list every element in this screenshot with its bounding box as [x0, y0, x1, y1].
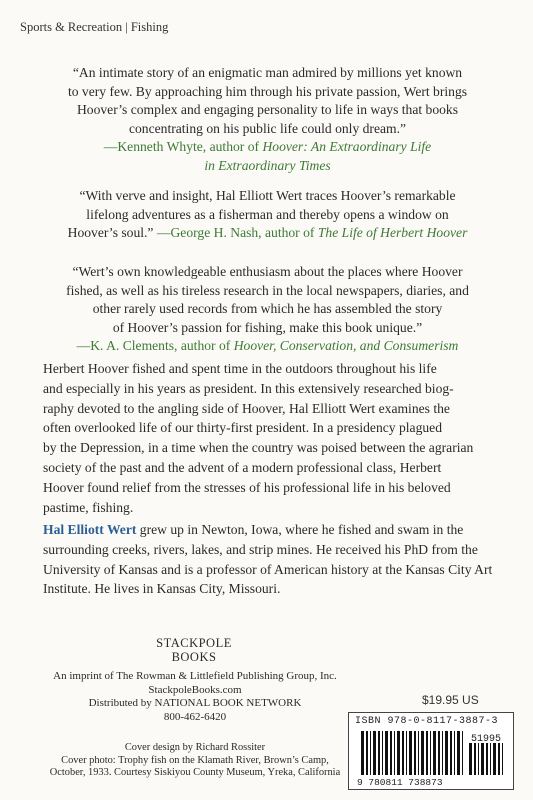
barcode-bar — [498, 743, 500, 775]
price-code-text: 51995 — [471, 734, 502, 745]
imprint-line: An imprint of The Rowman & Littlefield Publishing Group, Inc. — [53, 670, 337, 682]
publisher-logo — [136, 636, 252, 664]
price-addon-bars — [469, 743, 503, 775]
barcode-bar — [438, 731, 440, 775]
attribution-prefix: —K. A. Clements, author of — [76, 338, 234, 353]
barcode-bar — [442, 731, 443, 775]
quote-line-with-attribution — [40, 224, 495, 243]
praise-quote-clements — [40, 263, 495, 356]
author-bio — [43, 520, 493, 599]
logo-line: BOOKS — [171, 650, 217, 664]
barcode-bar — [493, 743, 496, 775]
price-label: $19.95 US — [422, 693, 479, 707]
barcode-bar — [426, 731, 428, 775]
barcode-bar — [469, 743, 472, 775]
attribution-prefix: —George H. Nash, author of — [153, 225, 318, 240]
credit-line: October, 1933. Courtesy Siskiyou County Museum, Yreka, California — [49, 767, 341, 779]
quote-line: of Hoover’s passion for fishing, make this book unique.” — [112, 319, 423, 335]
barcode-bar — [402, 731, 404, 775]
ean-digits-text: 9 780811 738873 — [357, 777, 443, 787]
author-bio-text: grew up in Newton, Iowa, where he fished and swam in the surrounding creeks, rivers, lakes, and strip mines. He received his PhD from the University of Kansas and is a professor of American history at the Kansas City Art Institute. He lives in Kansas City, Missouri. — [43, 522, 493, 597]
publisher-phone: 800-462-6420 — [163, 710, 227, 723]
barcode-bar — [385, 731, 388, 775]
cover-credits — [10, 742, 380, 780]
barcode-bar — [478, 743, 479, 775]
quote-line: fished, as well as his tireless research in the local newspapers, diaries, and — [66, 282, 469, 298]
logo-line: STACKPOLE — [156, 636, 232, 650]
barcode-bar — [474, 743, 476, 775]
barcode-bar — [486, 743, 488, 775]
distributor-line: Distributed by NATIONAL BOOK NETWORK — [88, 697, 302, 709]
book-description — [43, 359, 493, 517]
barcode-bar — [481, 743, 484, 775]
author-name: Hal Elliott Wert — [43, 522, 137, 537]
barcode-bar — [390, 731, 392, 775]
quote-line: to very few. By approaching him through his private passion, Wert brings — [67, 83, 468, 99]
barcode-bar — [457, 731, 460, 775]
barcode-bar — [445, 731, 448, 775]
description-line: pastime, fishing. — [43, 499, 134, 515]
barcode-bar — [382, 731, 383, 775]
book-title: The Life of Herbert Hoover — [317, 225, 468, 240]
quote-attribution-cont — [40, 157, 495, 176]
description-line: Herbert Hoover fished and spent time in the outdoors throughout his life — [43, 361, 437, 376]
description-line: by the Depression, in a time when the country was poised between the agrarian — [43, 440, 474, 456]
barcode-bar — [409, 731, 412, 775]
quote-line: Hoover’s complex and engaging personality to life in ways that books — [76, 102, 459, 117]
isbn-text: ISBN 978-0-8117-3887-3 — [355, 716, 499, 727]
description-line: often overlooked life of our thirty-first president. In a presidency plagued — [43, 420, 442, 436]
description-line: and especially in his years as president. In this extensively researched biog- — [43, 380, 454, 396]
barcode-bar — [450, 731, 452, 775]
book-category: Sports & Recreation | Fishing — [20, 20, 169, 34]
publisher-info — [10, 670, 380, 724]
barcode-bar — [454, 731, 455, 775]
barcode-bar — [502, 743, 503, 775]
barcode-bar — [462, 731, 463, 775]
credit-line: Cover photo: Trophy fish on the Klamath River, Brown’s Camp, — [61, 754, 329, 766]
quote-line: other rarely used records from which he has assembled the story — [92, 301, 443, 316]
quote-line: “An intimate story of an enigmatic man admired by millions yet known — [72, 65, 463, 80]
description-line: raphy devoted to the angling side of Hoover, Hal Elliott Wert examines the — [43, 400, 450, 416]
quote-line-end: Hoover’s soul.” — [67, 225, 154, 240]
barcode-bar — [430, 731, 431, 775]
barcode-bar — [394, 731, 395, 775]
credit-line: Cover design by Richard Rossiter — [124, 742, 266, 753]
description-line: Hoover found relief from the stresses of his professional life in his beloved — [43, 479, 451, 495]
barcode-bar — [414, 731, 416, 775]
quote-attribution — [40, 337, 495, 356]
barcode-bar — [421, 731, 424, 775]
publisher-website: StackpoleBooks.com — [148, 683, 242, 696]
book-title-cont: in Extraordinary Times — [204, 157, 331, 173]
book-title: Hoover: An Extraordinary Life — [262, 139, 432, 154]
praise-quote-whyte — [40, 64, 495, 175]
attribution-prefix: —Kenneth Whyte, author of — [103, 139, 263, 154]
barcode-bar — [490, 743, 491, 775]
barcode-bar — [406, 731, 407, 775]
quote-line: lifelong adventures as a fisherman and thereby opens a window on — [86, 206, 449, 222]
quote-line: “Wert’s own knowledgeable enthusiasm about the places where Hoover — [72, 264, 463, 279]
book-title: Hoover, Conservation, and Consumerism — [233, 338, 459, 353]
barcode-bar — [397, 731, 400, 775]
praise-quote-nash — [40, 187, 495, 243]
description-line: society of the past and the advent of a modern professional class, Herbert — [43, 459, 442, 475]
quote-line: concentrating on his public life could only dream.” — [128, 120, 407, 136]
barcode-bar — [418, 731, 419, 775]
barcode-bar — [433, 731, 436, 775]
quote-attribution — [40, 138, 495, 157]
quote-line: “With verve and insight, Hal Elliott Wert traces Hoover’s remarkable — [79, 188, 456, 203]
